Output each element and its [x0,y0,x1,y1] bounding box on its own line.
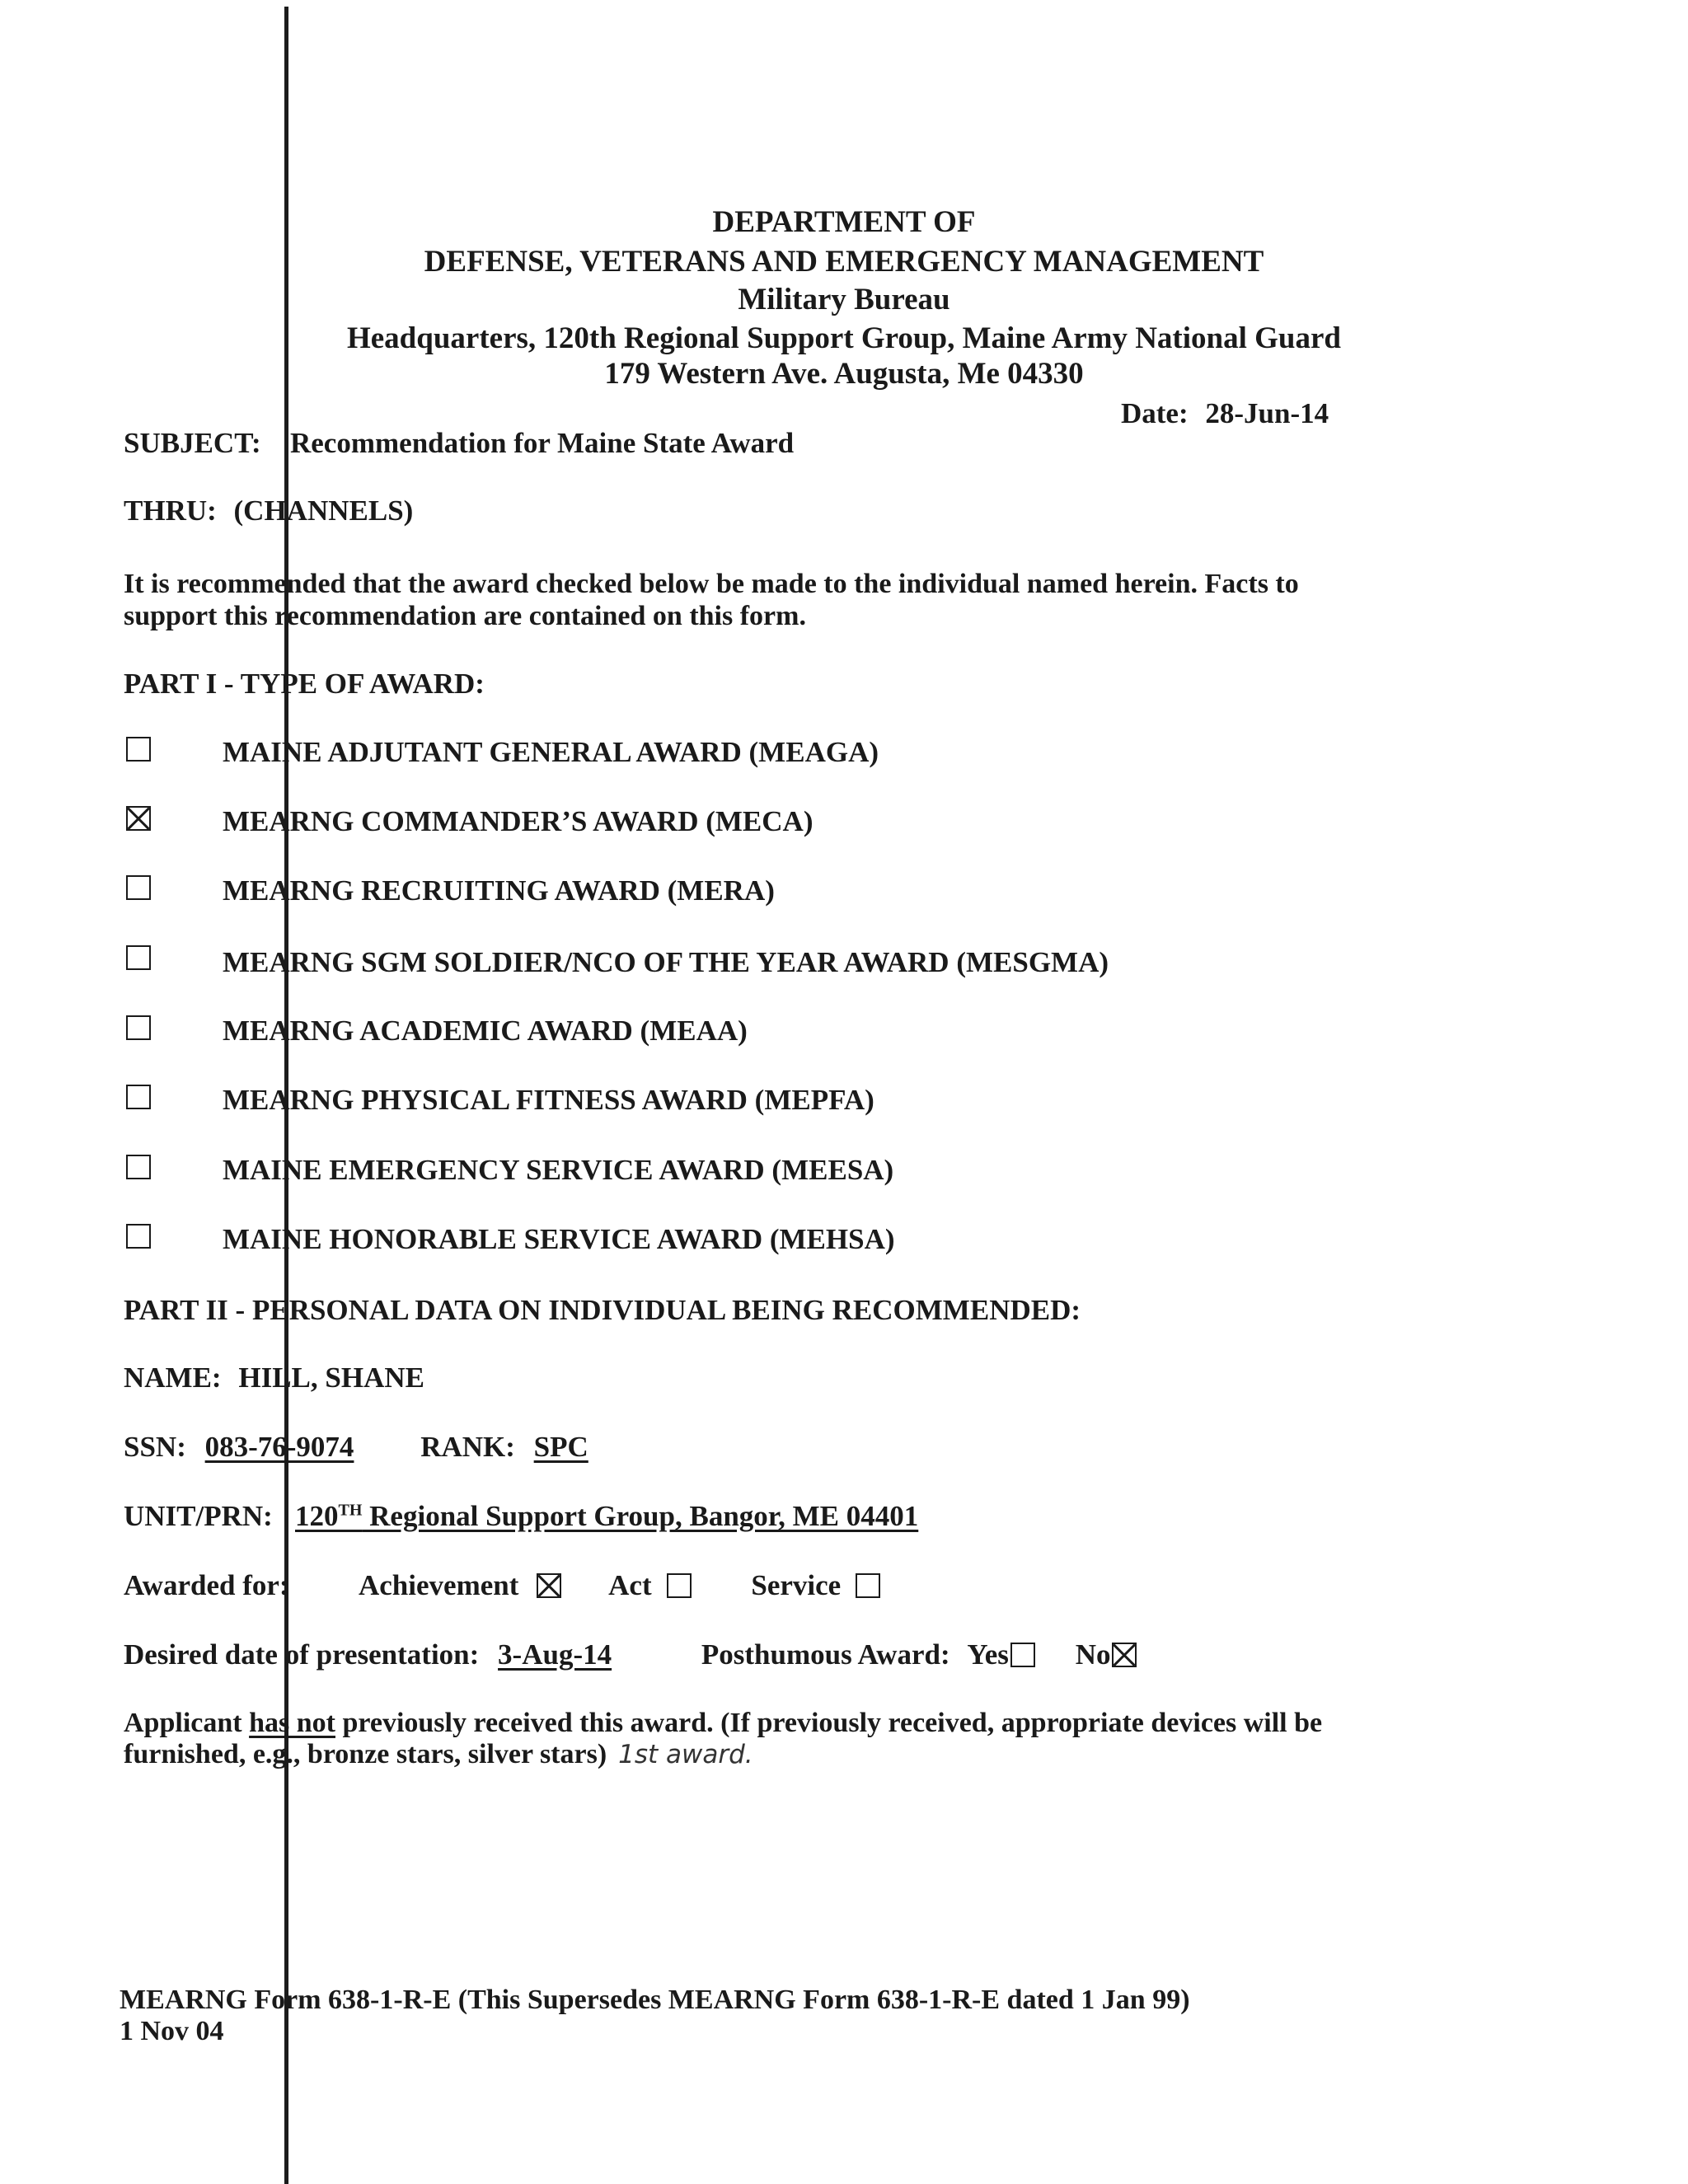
unit-value-suffix: TH [338,1501,363,1520]
posthumous-label: Posthumous Award: [701,1638,950,1671]
ssn-value: 083-76-9074 [204,1431,354,1463]
unit-value [295,1500,918,1533]
awarded-for-label: Awarded for: [124,1569,289,1601]
service-label: Service [751,1569,842,1601]
applicant-line-2-text: furnished, e.g., bronze stars, silver stars) [124,1739,607,1769]
posthumous-yes-checkbox[interactable] [1010,1643,1035,1667]
rank-label: RANK: [420,1431,515,1463]
subject-value: Recommendation for Maine State Award [290,427,795,459]
unit-value-text: Regional Support Group, Bangor, ME 04401 [362,1500,919,1532]
ssn-label: SSN: [124,1431,186,1463]
intro-line-2: support this recommendation are contained on this form. [124,601,806,631]
subject-label: SUBJECT: [124,427,261,459]
act-checkbox[interactable] [667,1573,692,1598]
awarded-for-options [359,1569,880,1602]
applicant-has-not: has not [249,1708,335,1738]
header-department: DEPARTMENT OF [712,205,976,239]
award-label-meaga: MAINE ADJUTANT GENERAL AWARD (MEAGA) [223,736,879,768]
unit-value-number: 120 [295,1500,339,1532]
unit-label: UNIT/PRN: [124,1500,273,1532]
award-checkbox-mehsa[interactable] [126,1224,151,1249]
award-checkbox-meaa[interactable] [126,1015,151,1040]
date-label: Date: [1121,397,1189,429]
award-checkbox-mera[interactable] [126,875,151,900]
date-field [1121,397,1329,430]
part1-heading: PART I - TYPE OF AWARD: [124,668,485,700]
header-headquarters: Headquarters, 120th Regional Support Group, Maine Army National Guard [346,321,1341,355]
thru-value: (CHANNELS) [233,494,414,527]
name-field [124,1361,424,1394]
thru-field [124,494,413,527]
rank-value: SPC [533,1431,588,1463]
award-checkbox-mesgma[interactable] [126,945,151,970]
no-label: No [1075,1638,1111,1671]
yes-label: Yes [967,1638,1009,1671]
presentation-field [124,1638,1137,1671]
presentation-value: 3-Aug-14 [498,1638,612,1671]
award-checkbox-meca[interactable] [126,806,151,831]
applicant-line-1-end: previously received this award. (If previously received, appropriate devices will be [335,1708,1323,1738]
award-label-mehsa: MAINE HONORABLE SERVICE AWARD (MEHSA) [223,1223,895,1255]
award-label-meaa: MEARNG ACADEMIC AWARD (MEAA) [223,1015,748,1047]
footer-form-id: MEARNG Form 638-1-R-E (This Supersedes MEARNG Form 638-1-R-E dated 1 Jan 99) [120,1985,1190,2015]
thru-label: THRU: [124,494,217,527]
act-label: Act [608,1569,652,1601]
part2-heading: PART II - PERSONAL DATA ON INDIVIDUAL BEING RECOMMENDED: [124,1294,1081,1326]
achievement-label: Achievement [359,1569,519,1601]
applicant-line-2 [124,1739,753,1770]
intro-line-1: It is recommended that the award checked below be made to the individual named herein. Facts to [124,569,1299,599]
header-bureau: Military Bureau [738,283,950,316]
name-value: HILL, SHANE [238,1361,424,1394]
achievement-checkbox[interactable] [537,1573,561,1598]
award-checkbox-mepfa[interactable] [126,1085,151,1109]
header-agency: DEFENSE, VETERANS AND EMERGENCY MANAGEMENT [424,245,1264,279]
award-label-meesa: MAINE EMERGENCY SERVICE AWARD (MEESA) [223,1154,894,1186]
footer-form-date: 1 Nov 04 [120,2016,224,2046]
presentation-label: Desired date of presentation: [124,1638,480,1671]
header-address: 179 Western Ave. Augusta, Me 04330 [604,357,1084,391]
handwritten-note: 1st award. [618,1740,753,1769]
applicant-line-1-start: Applicant [124,1708,250,1738]
award-label-mepfa: MEARNG PHYSICAL FITNESS AWARD (MEPFA) [223,1084,874,1116]
award-checkbox-meesa[interactable] [126,1155,151,1179]
service-checkbox[interactable] [856,1573,880,1598]
ssn-field [124,1431,588,1464]
name-label: NAME: [124,1361,222,1394]
applicant-line-1 [124,1708,1322,1739]
award-label-mera: MEARNG RECRUITING AWARD (MERA) [223,874,775,907]
posthumous-no-checkbox[interactable] [1112,1643,1137,1667]
award-label-meca: MEARNG COMMANDER’S AWARD (MECA) [223,805,814,837]
award-checkbox-meaga[interactable] [126,737,151,762]
date-value: 28-Jun-14 [1205,397,1329,429]
award-label-mesgma: MEARNG SGM SOLDIER/NCO OF THE YEAR AWARD (MESGMA) [223,946,1109,978]
